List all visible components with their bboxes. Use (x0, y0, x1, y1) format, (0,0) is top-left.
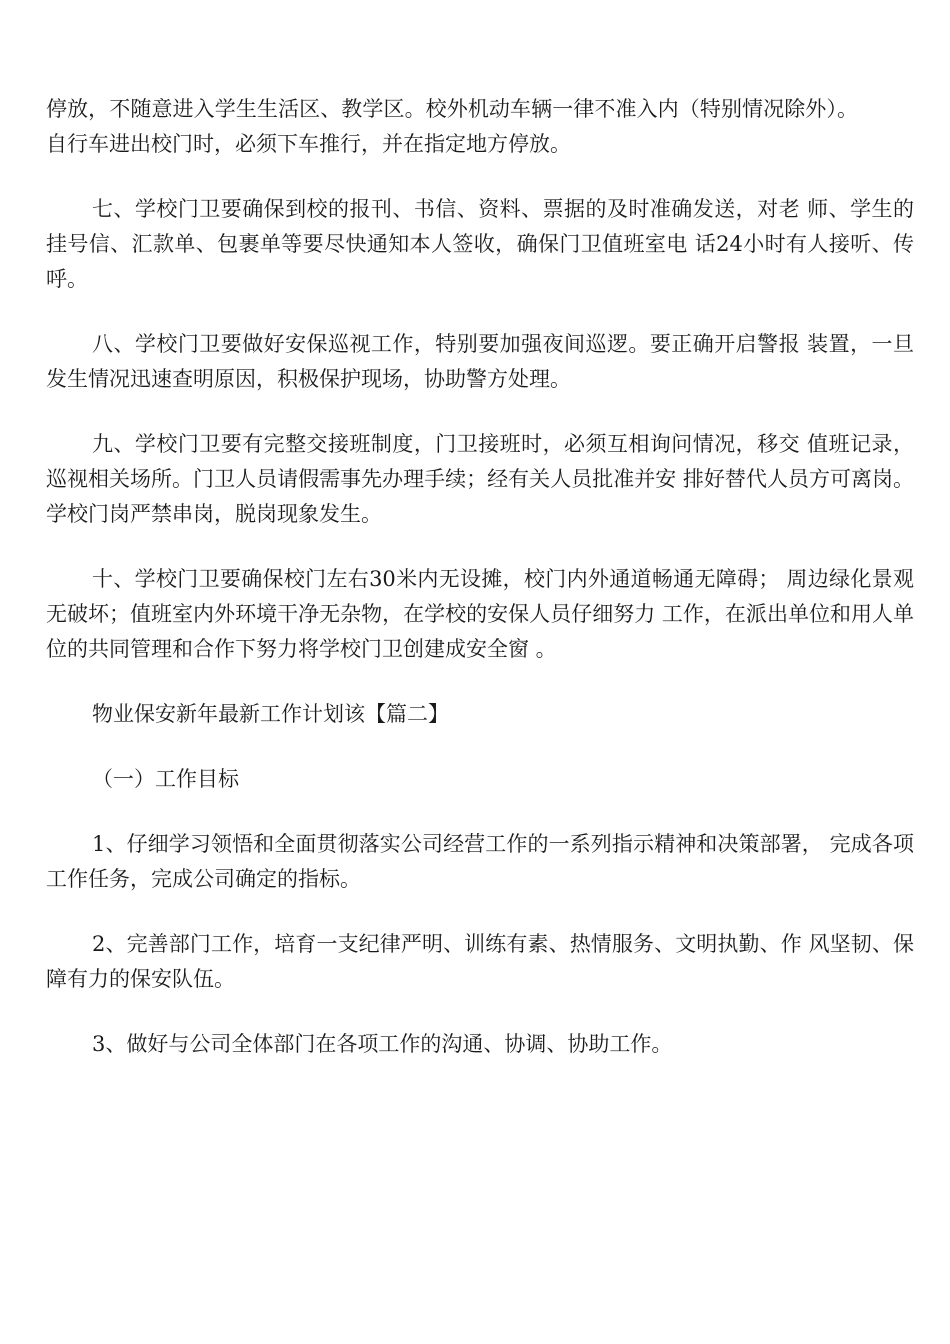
subsection-title-goals: （一）工作目标 (92, 767, 239, 791)
paragraph-item-8: 八、学校门卫要做好安保巡视工作，特别要加强夜间巡逻。要正确开启警报 装置，一旦发生情况迅速查明原因，积极保护现场，协助警方处理。 (46, 332, 914, 391)
goal-item-2: 2、完善部门工作，培育一支纪律严明、训练有素、热情服务、文明执勤、作 风坚韧、保障有力的保安队伍。 (46, 932, 914, 991)
goal-item-1: 1、仔细学习领悟和全面贯彻落实公司经营工作的一系列指示精神和决策部署， 完成各项工作任务，完成公司确定的指标。 (46, 832, 914, 891)
document-page (46, 92, 914, 1062)
paragraph-item-9: 九、学校门卫要有完整交接班制度，门卫接班时，必须互相询问情况，移交 值班记录，巡视相关场所。门卫人员请假需事先办理手续；经有关人员批准并安 排好替代人员方可离岗。学校门岗严禁串岗，脱岗现象发生。 (46, 432, 914, 526)
section-title-part-two: 物业保安新年最新工作计划该【篇二】 (92, 702, 449, 726)
goal-item-3: 3、做好与公司全体部门在各项工作的沟通、协调、协助工作。 (92, 1032, 673, 1056)
paragraph-item-7: 七、学校门卫要确保到校的报刊、书信、资料、票据的及时准确发送，对老 师、学生的挂号信、汇款单、包裹单等要尽快通知本人签收，确保门卫值班室电 话24小时有人接听、传呼。 (46, 197, 914, 291)
paragraph-parking-rules: 停放，不随意进入学生生活区、教学区。校外机动车辆一律不准入内（特别情况除外）。自行车进出校门时，必须下车推行，并在指定地方停放。 (46, 97, 858, 156)
paragraph-item-10: 十、学校门卫要确保校门左右30米内无设摊，校门内外通道畅通无障碍； 周边绿化景观无破坏；值班室内外环境干净无杂物，在学校的安保人员仔细努力 工作，在派出单位和用人单位的共同管理和合作下努力将学校门卫创建成安全窗 。 (46, 567, 914, 661)
